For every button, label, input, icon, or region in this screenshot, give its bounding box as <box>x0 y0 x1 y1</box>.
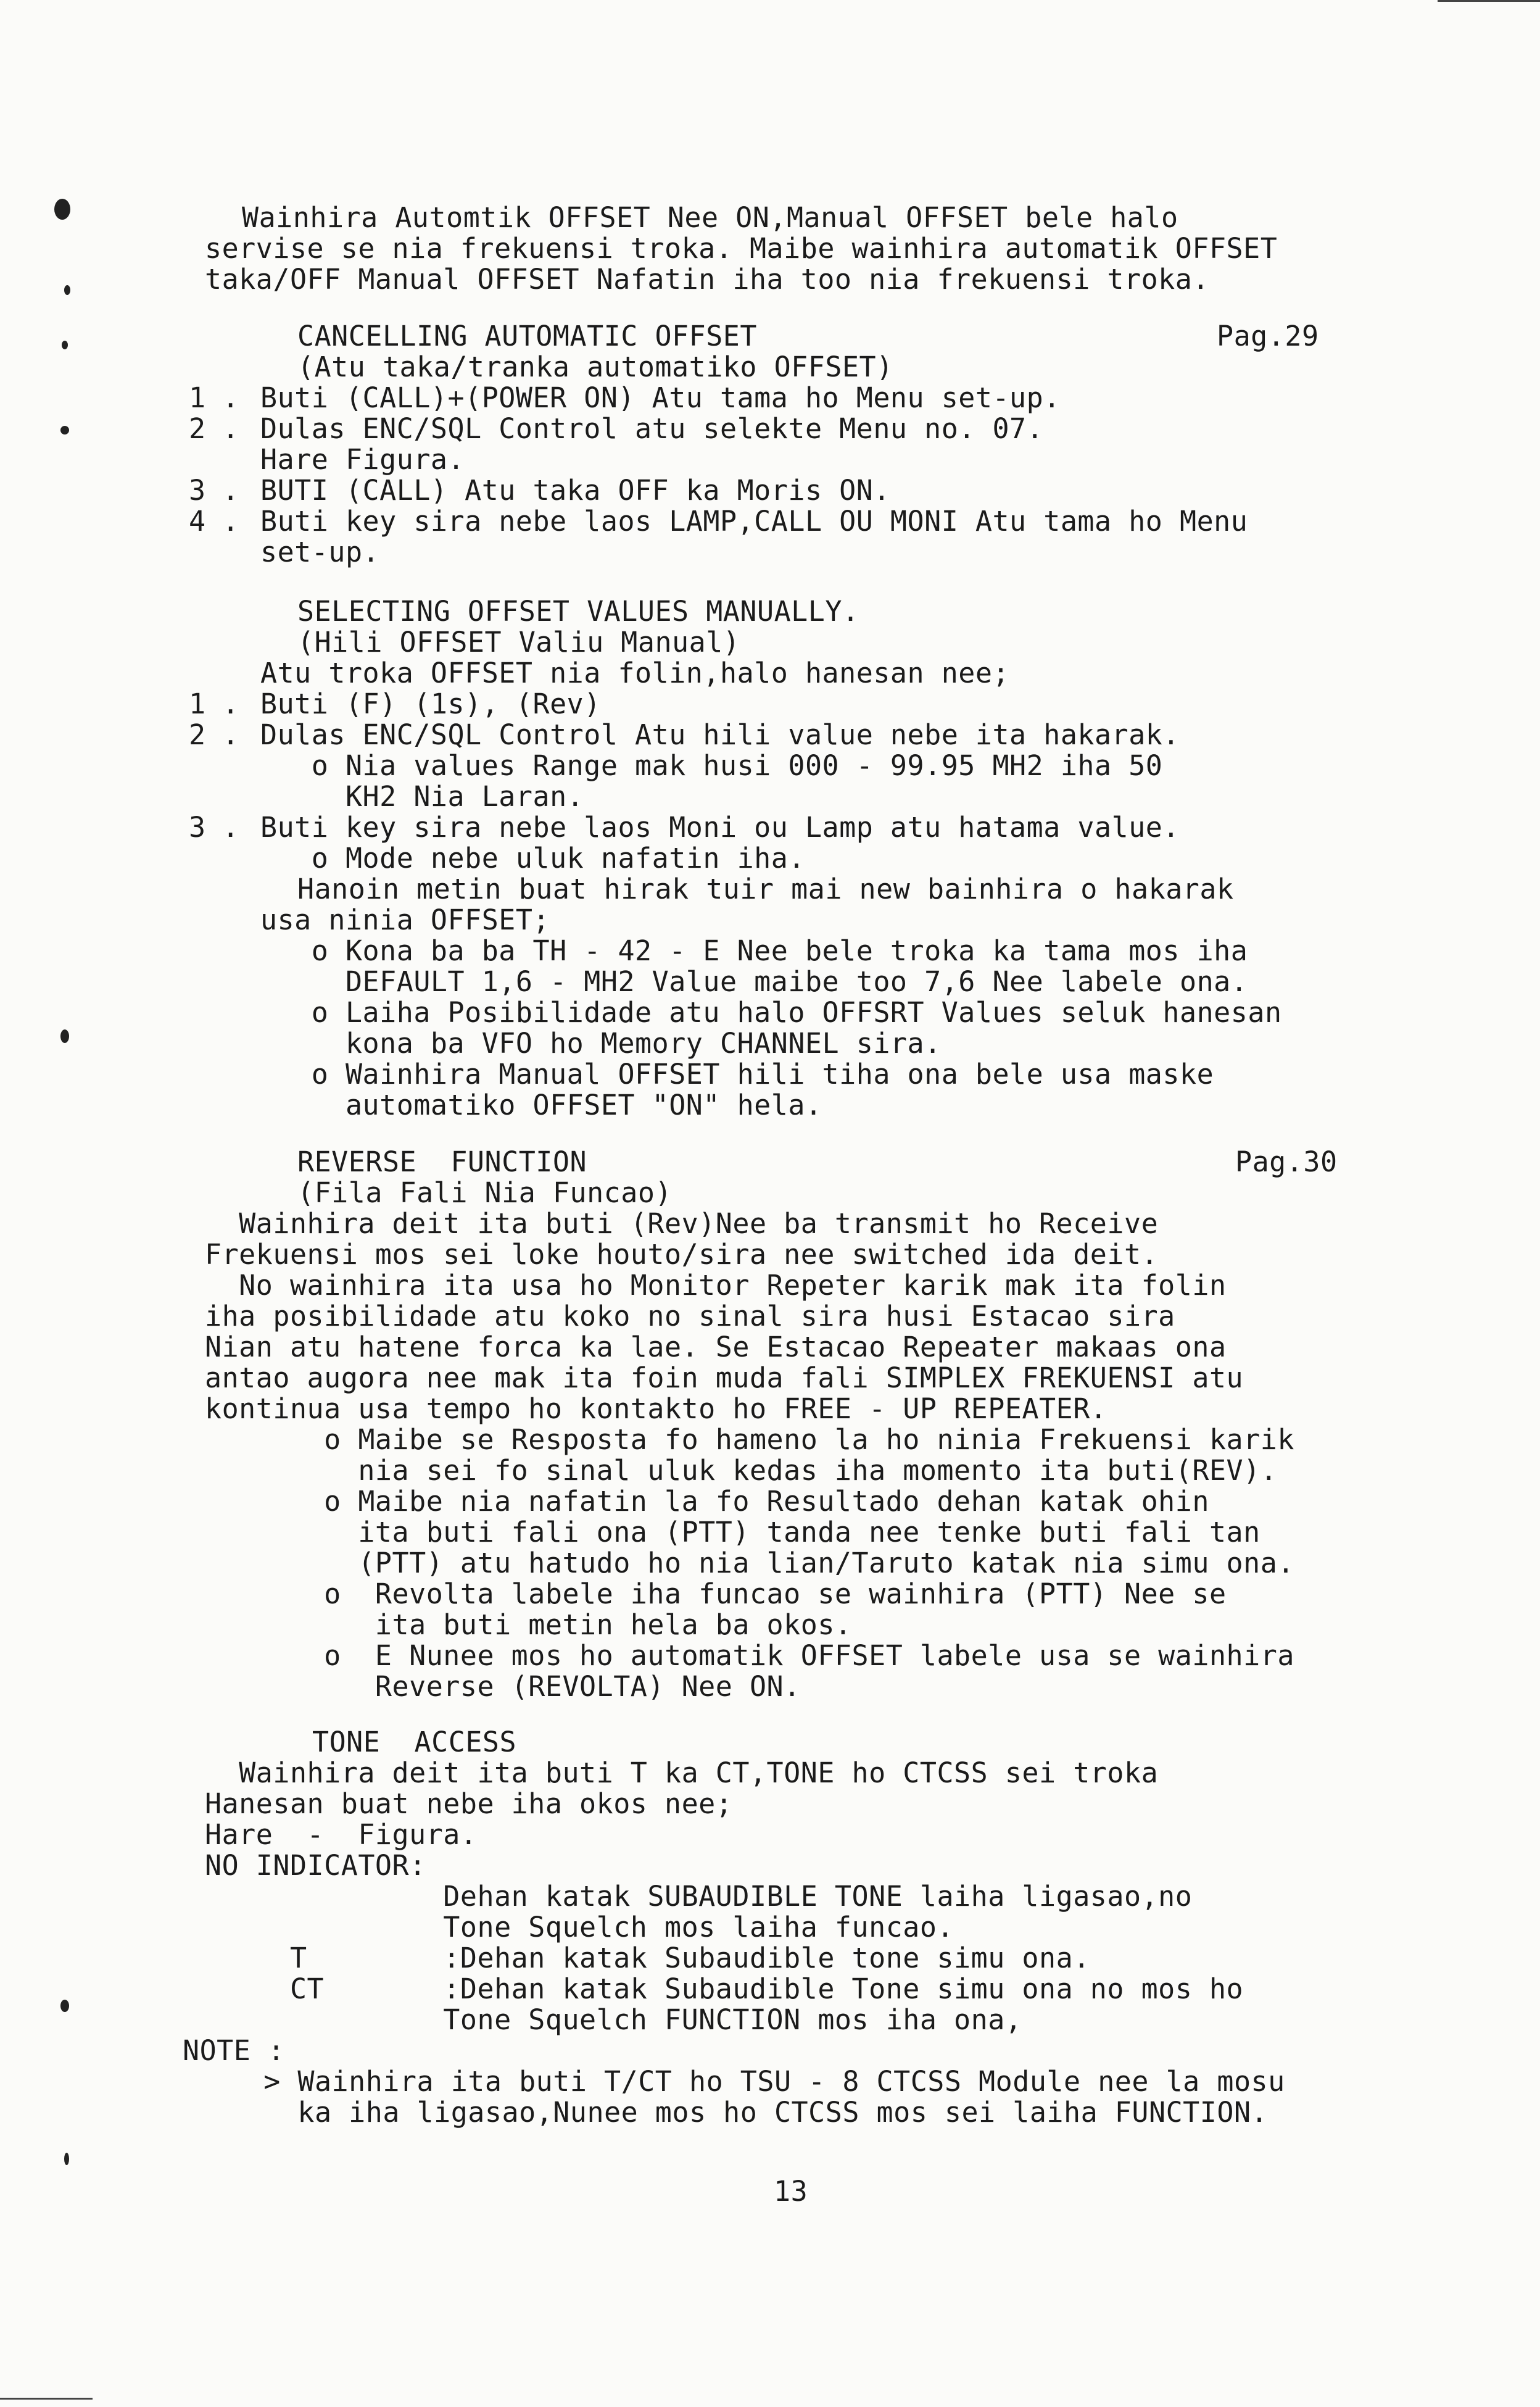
step-line: Buti key sira nebe laos Moni ou Lamp atu hatama value. <box>260 811 1180 844</box>
step-number: 2 . <box>189 412 239 445</box>
body-line: o Revolta labele iha funcao se wainhira (PTT) Nee se <box>205 1578 1227 1610</box>
section-subheading: (Atu taka/tranka automatiko OFFSET) <box>297 351 893 383</box>
body-line: T :Dehan katak Subaudible tone simu ona. <box>205 1942 1090 1974</box>
margin-mark <box>60 2000 69 2012</box>
note-line: kona ba VFO ho Memory CHANNEL sira. <box>260 1027 942 1060</box>
note-line: DEFAULT 1,6 - MH2 Value maibe too 7,6 Nee labele ona. <box>260 965 1248 998</box>
intro-line: servise se nia frekuensi troka. Maibe wainhira automatik OFFSET <box>205 232 1278 265</box>
body-line: Wainhira deit ita buti (Rev)Nee ba transmit ho Receive <box>205 1207 1159 1240</box>
note-line: usa ninia OFFSET; <box>260 904 550 936</box>
step-line: Buti key sira nebe laos LAMP,CALL OU MONI Atu tama ho Menu <box>260 505 1248 538</box>
body-line: (PTT) atu hatudo ho nia lian/Taruto katak nia simu ona. <box>205 1547 1294 1579</box>
step-line: BUTI (CALL) Atu taka OFF ka Moris ON. <box>260 474 890 507</box>
step-line: Buti (CALL)+(POWER ON) Atu tama ho Menu set-up. <box>260 381 1061 414</box>
section-heading: REVERSE FUNCTION <box>297 1145 587 1178</box>
section-intro: Atu troka OFFSET nia folin,halo hanesan nee; <box>260 657 1010 689</box>
note-line: o Wainhira Manual OFFSET hili tiha ona bele usa maske <box>260 1058 1214 1091</box>
section-heading: TONE ACCESS <box>312 1726 517 1758</box>
margin-mark <box>60 1029 69 1043</box>
note-line: ka iha ligasao,Nunee mos ho CTCSS mos sei laiha FUNCTION. <box>230 2096 1269 2129</box>
note-line: o Laiha Posibilidade atu halo OFFSRT Values seluk hanesan <box>260 996 1282 1029</box>
note-line: automatiko OFFSET "ON" hela. <box>260 1089 822 1121</box>
section-heading: SELECTING OFFSET VALUES MANUALLY. <box>297 595 859 628</box>
top-edge-line <box>1438 0 1540 2</box>
body-line: NO INDICATOR: <box>205 1849 426 1882</box>
step-number: 1 . <box>189 381 239 414</box>
step-line: Dulas ENC/SQL Control Atu hili value nebe ita hakarak. <box>260 718 1180 751</box>
body-line: iha posibilidade atu koko no sinal sira husi Estacao sira <box>205 1300 1175 1332</box>
body-line: nia sei fo sinal uluk kedas iha momento ita buti(REV). <box>205 1454 1278 1487</box>
intro-line: Wainhira Automtik OFFSET Nee ON,Manual OFFSET bele halo <box>242 201 1178 234</box>
body-line: o Maibe nia nafatin la fo Resultado dehan katak ohin <box>205 1485 1209 1518</box>
body-line: CT :Dehan katak Subaudible Tone simu ona no mos ho <box>205 1973 1244 2005</box>
body-line: Tone Squelch mos laiha funcao. <box>205 1911 954 1943</box>
intro-line: taka/OFF Manual OFFSET Nafatin iha too nia frekuensi troka. <box>205 263 1209 296</box>
step-line: o Mode nebe uluk nafatin iha. <box>260 842 805 875</box>
margin-mark <box>60 426 69 434</box>
body-line: Frekuensi mos sei loke houto/sira nee switched ida deit. <box>205 1238 1159 1271</box>
body-line: Reverse (REVOLTA) Nee ON. <box>205 1670 801 1703</box>
step-line: KH2 Nia Laran. <box>260 780 584 813</box>
step-number: 1 . <box>189 688 239 720</box>
body-line: kontinua usa tempo ho kontakto ho FREE - UP REPEATER. <box>205 1392 1107 1425</box>
step-line: Hare Figura. <box>260 443 465 476</box>
body-line: o E Nunee mos ho automatik OFFSET labele usa se wainhira <box>205 1639 1294 1672</box>
step-line: set-up. <box>260 536 380 568</box>
bottom-edge-line <box>0 2398 93 2400</box>
step-number: 2 . <box>189 718 239 751</box>
step-line: Buti (F) (1s), (Rev) <box>260 688 601 720</box>
step-number: 3 . <box>189 474 239 507</box>
body-line: Tone Squelch FUNCTION mos iha ona, <box>205 2003 1022 2036</box>
note-label: NOTE : <box>183 2034 285 2067</box>
section-subheading: (Fila Fali Nia Funcao) <box>297 1176 673 1209</box>
margin-mark <box>62 341 68 349</box>
note-line: Hanoin metin buat hirak tuir mai new bainhira o hakarak <box>297 873 1234 905</box>
body-line: o Maibe se Resposta fo hameno la ho ninia Frekuensi karik <box>205 1423 1294 1456</box>
note-line: o Kona ba ba TH - 42 - E Nee bele troka ka tama mos iha <box>260 934 1248 967</box>
step-line: o Nia values Range mak husi 000 - 99.95 MH2 iha 50 <box>260 749 1163 782</box>
section-heading: CANCELLING AUTOMATIC OFFSET <box>297 320 757 352</box>
body-line: antao augora nee mak ita foin muda fali SIMPLEX FREKUENSI atu <box>205 1361 1244 1394</box>
page-reference: Pag.29 <box>1217 320 1319 352</box>
margin-mark <box>64 2153 69 2165</box>
body-line: Hanesan buat nebe iha okos nee; <box>205 1787 733 1820</box>
step-line: Dulas ENC/SQL Control atu selekte Menu no. 07. <box>260 412 1044 445</box>
body-line: No wainhira ita usa ho Monitor Repeter karik mak ita folin <box>205 1269 1227 1302</box>
step-number: 4 . <box>189 505 239 538</box>
margin-mark <box>64 285 70 295</box>
margin-mark <box>54 199 70 220</box>
body-line: Wainhira deit ita buti T ka CT,TONE ho CTCSS sei troka <box>205 1756 1159 1789</box>
body-line: ita buti metin hela ba okos. <box>205 1608 852 1641</box>
body-line: Nian atu hatene forca ka lae. Se Estacao Repeater makaas ona <box>205 1331 1227 1363</box>
body-line: ita buti fali ona (PTT) tanda nee tenke buti fali tan <box>205 1516 1261 1549</box>
body-line: Hare - Figura. <box>205 1818 478 1851</box>
body-line: Dehan katak SUBAUDIBLE TONE laiha ligasao,no <box>205 1880 1193 1913</box>
step-number: 3 . <box>189 811 239 844</box>
page-number: 13 <box>774 2175 808 2208</box>
page-reference: Pag.30 <box>1235 1145 1338 1178</box>
note-line: > Wainhira ita buti T/CT ho TSU - 8 CTCSS Module nee la mosu <box>230 2065 1285 2098</box>
section-subheading: (Hili OFFSET Valiu Manual) <box>297 626 740 659</box>
